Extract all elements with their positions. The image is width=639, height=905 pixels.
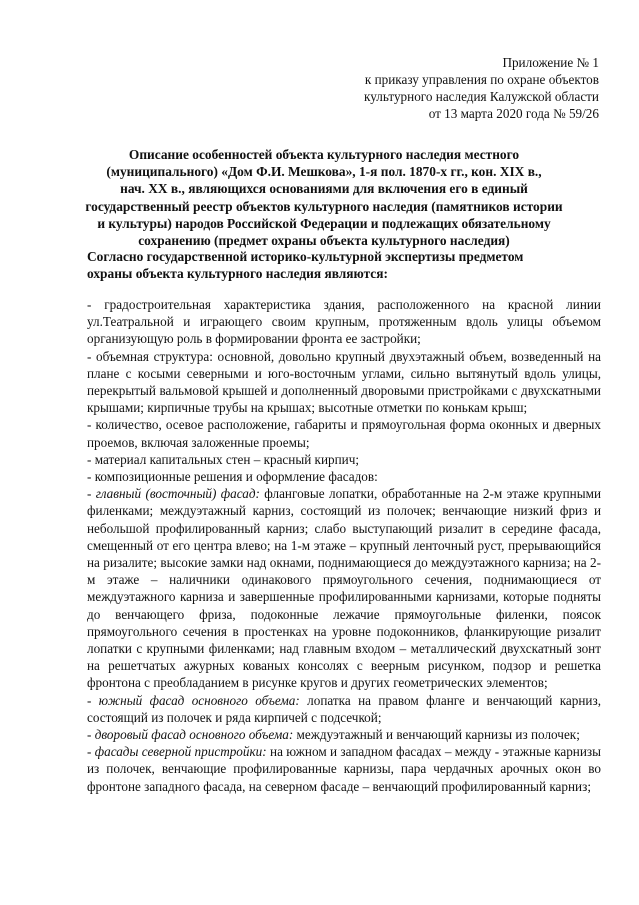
list-item — [87, 485, 601, 691]
title-line: Описание особенностей объекта культурного наследия местного — [128, 147, 520, 162]
title-line: сохранению (предмет охраны объекта культурного наследия) — [138, 233, 510, 249]
intro-line: охраны объекта культурного наследия являются: — [87, 266, 388, 282]
appendix-line: к приказу управления по охране объектов — [364, 72, 599, 87]
list-item — [87, 468, 601, 485]
item-lead: - фасады северной пристройки: — [87, 744, 267, 760]
item-text: - градостроительная характеристика здания, расположенного на красной линии ул.Театральной и играющего своим крупным, протяженным вдоль улицы объемом организующую роль в формировании фронта ее застройки; — [87, 297, 601, 347]
title-line: государственный реестр объектов культурного наследия (памятников истории — [85, 198, 563, 214]
title-line: нач. XX в., являющихся основаниями для включения его в единый — [120, 181, 528, 197]
list-item — [87, 416, 601, 450]
item-lead: - главный (восточный) фасад: — [87, 486, 260, 502]
list-item — [87, 692, 601, 726]
item-text: - материал капитальных стен – красный кирпич; — [87, 451, 360, 467]
protection-items-list — [87, 296, 601, 795]
document-title — [64, 146, 584, 249]
item-text: - количество, осевое расположение, габариты и прямоугольная форма оконных и дверных проемов, включая заложенные проемы; — [87, 417, 601, 450]
appendix-line: от 13 марта 2020 года № 59/26 — [428, 106, 599, 121]
item-text: междуэтажный и венчающий карнизы из полочек; — [293, 727, 580, 743]
item-text: - объемная структура: основной, довольно крупный двухэтажный объем, возведенный на плане с косыми северными и юго-восточным углами, сильно вытянутый вдоль улицы, перекрытый вальмовой крышей и дополненный дворовыми пристройками с двухскатными крышами; кирпичные трубы на крышах; высотные отметки по конькам крыш; — [87, 348, 601, 416]
list-item — [87, 451, 601, 468]
list-item — [87, 726, 601, 743]
title-line: и культуры) народов Российской Федерации и подлежащих обязательному — [97, 215, 551, 231]
item-lead: - дворовый фасад основного объема: — [87, 727, 294, 743]
item-text: на южном и западном фасадах – между - этажные карнизы из полочек, венчающие профилированные карнизы, пара чердачных арочных окон во фронтоне западного фасада, на северном фасаде – венчающий профилированный карниз; — [87, 744, 601, 794]
list-item — [87, 296, 601, 348]
appendix-line: Приложение № 1 — [502, 55, 599, 70]
item-text: - композиционные решения и оформление фасадов: — [87, 469, 378, 485]
appendix-header — [364, 54, 599, 122]
intro-line: Согласно государственной историко-культурной экспертизы предметом — [87, 249, 524, 264]
item-text: фланговые лопатки, обработанные на 2-м этаже крупными филенками; междуэтажный карниз, состоящий из полочек; венчающие низкий фриз и небольшой профилированный карниз; слабо выступающий ризалит в середине фасада, смещенный от его центра влево; на 1-м этаже – крупный ленточный руст, прерывающийся на ризалите; высокие замки над окнами, поднимающиеся до междуэтажного карниза; на 2-м этаже – наличники одинакового прямоугольного сечения, поднимающиеся от междуэтажного карниза и завершенные профилированными карнизами, которые подняты до венчающего фриза, подоконные лежачие прямоугольные филенки, поясок прямоугольного сечения в простенках на уровне подоконников, фланкирующие ризалит лопатки с крупными филенками; над главным входом – металлический двухскатный зонт на решетчатых ажурных кованых консолях с веерным рисунком, подзор и решетка фронтона с преобладанием в рисунке кругов и других геометрических элементов; — [87, 486, 602, 691]
list-item — [87, 743, 601, 795]
title-line: (муниципального) «Дом Ф.И. Мешкова», 1-я пол. 1870-х гг., кон. XIX в., — [106, 164, 542, 180]
list-item — [87, 348, 601, 417]
intro-statement — [87, 248, 607, 282]
appendix-line: культурного наследия Калужской области — [364, 89, 599, 104]
item-text: лопатка на правом фланге и венчающий карниз, состоящий из полочек и ряда кирпичей с подсечкой; — [87, 692, 601, 725]
item-lead: - южный фасад основного объема: — [87, 692, 300, 708]
